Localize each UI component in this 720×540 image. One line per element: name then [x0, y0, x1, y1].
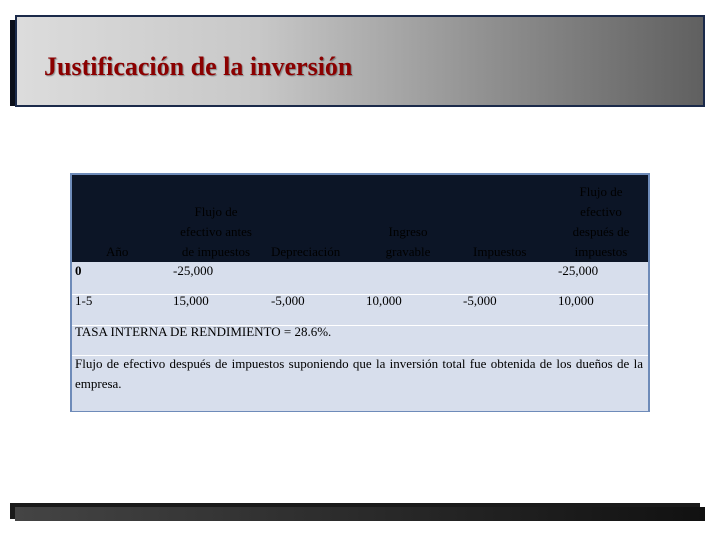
slide-title: Justificación de la inversión [44, 52, 353, 81]
header-aftertax-line4: impuestos [574, 244, 628, 259]
header-aftertax-line3: después de [572, 224, 630, 239]
row1-aftertax: 10,000 [558, 293, 594, 308]
irr-text: TASA INTERNA DE RENDIMIENTO = 28.6%. [75, 324, 332, 339]
header-taxes: Impuestos [473, 244, 527, 259]
row0-pretax: -25,000 [173, 263, 214, 278]
footer-bar [15, 507, 705, 521]
header-depreciation: Depreciación [271, 244, 341, 259]
row1-taxes: -5,000 [463, 293, 497, 308]
note-text: Flujo de efectivo después de impuestos suponiendo que la inversión total fue obtenida de los dueños de la empresa. [75, 356, 643, 391]
row1-pretax: 15,000 [173, 293, 209, 308]
header-year: Año [106, 244, 129, 259]
header-aftertax-line1: Flujo de [579, 184, 623, 199]
row1-year: 1-5 [75, 293, 93, 308]
header-taxable-line1: Ingreso [388, 224, 428, 239]
header-pretax-line3: de impuestos [181, 244, 251, 259]
row0-aftertax: -25,000 [558, 263, 599, 278]
header-taxable-line2: gravable [385, 244, 431, 259]
header-aftertax-line2: efectivo [580, 204, 622, 219]
header-pretax-line1: Flujo de [194, 204, 238, 219]
header-pretax-line2: efectivo antes [180, 224, 252, 239]
row0-year: 0 [75, 263, 82, 278]
row1-taxable: 10,000 [366, 293, 402, 308]
row1-depreciation: -5,000 [271, 293, 305, 308]
